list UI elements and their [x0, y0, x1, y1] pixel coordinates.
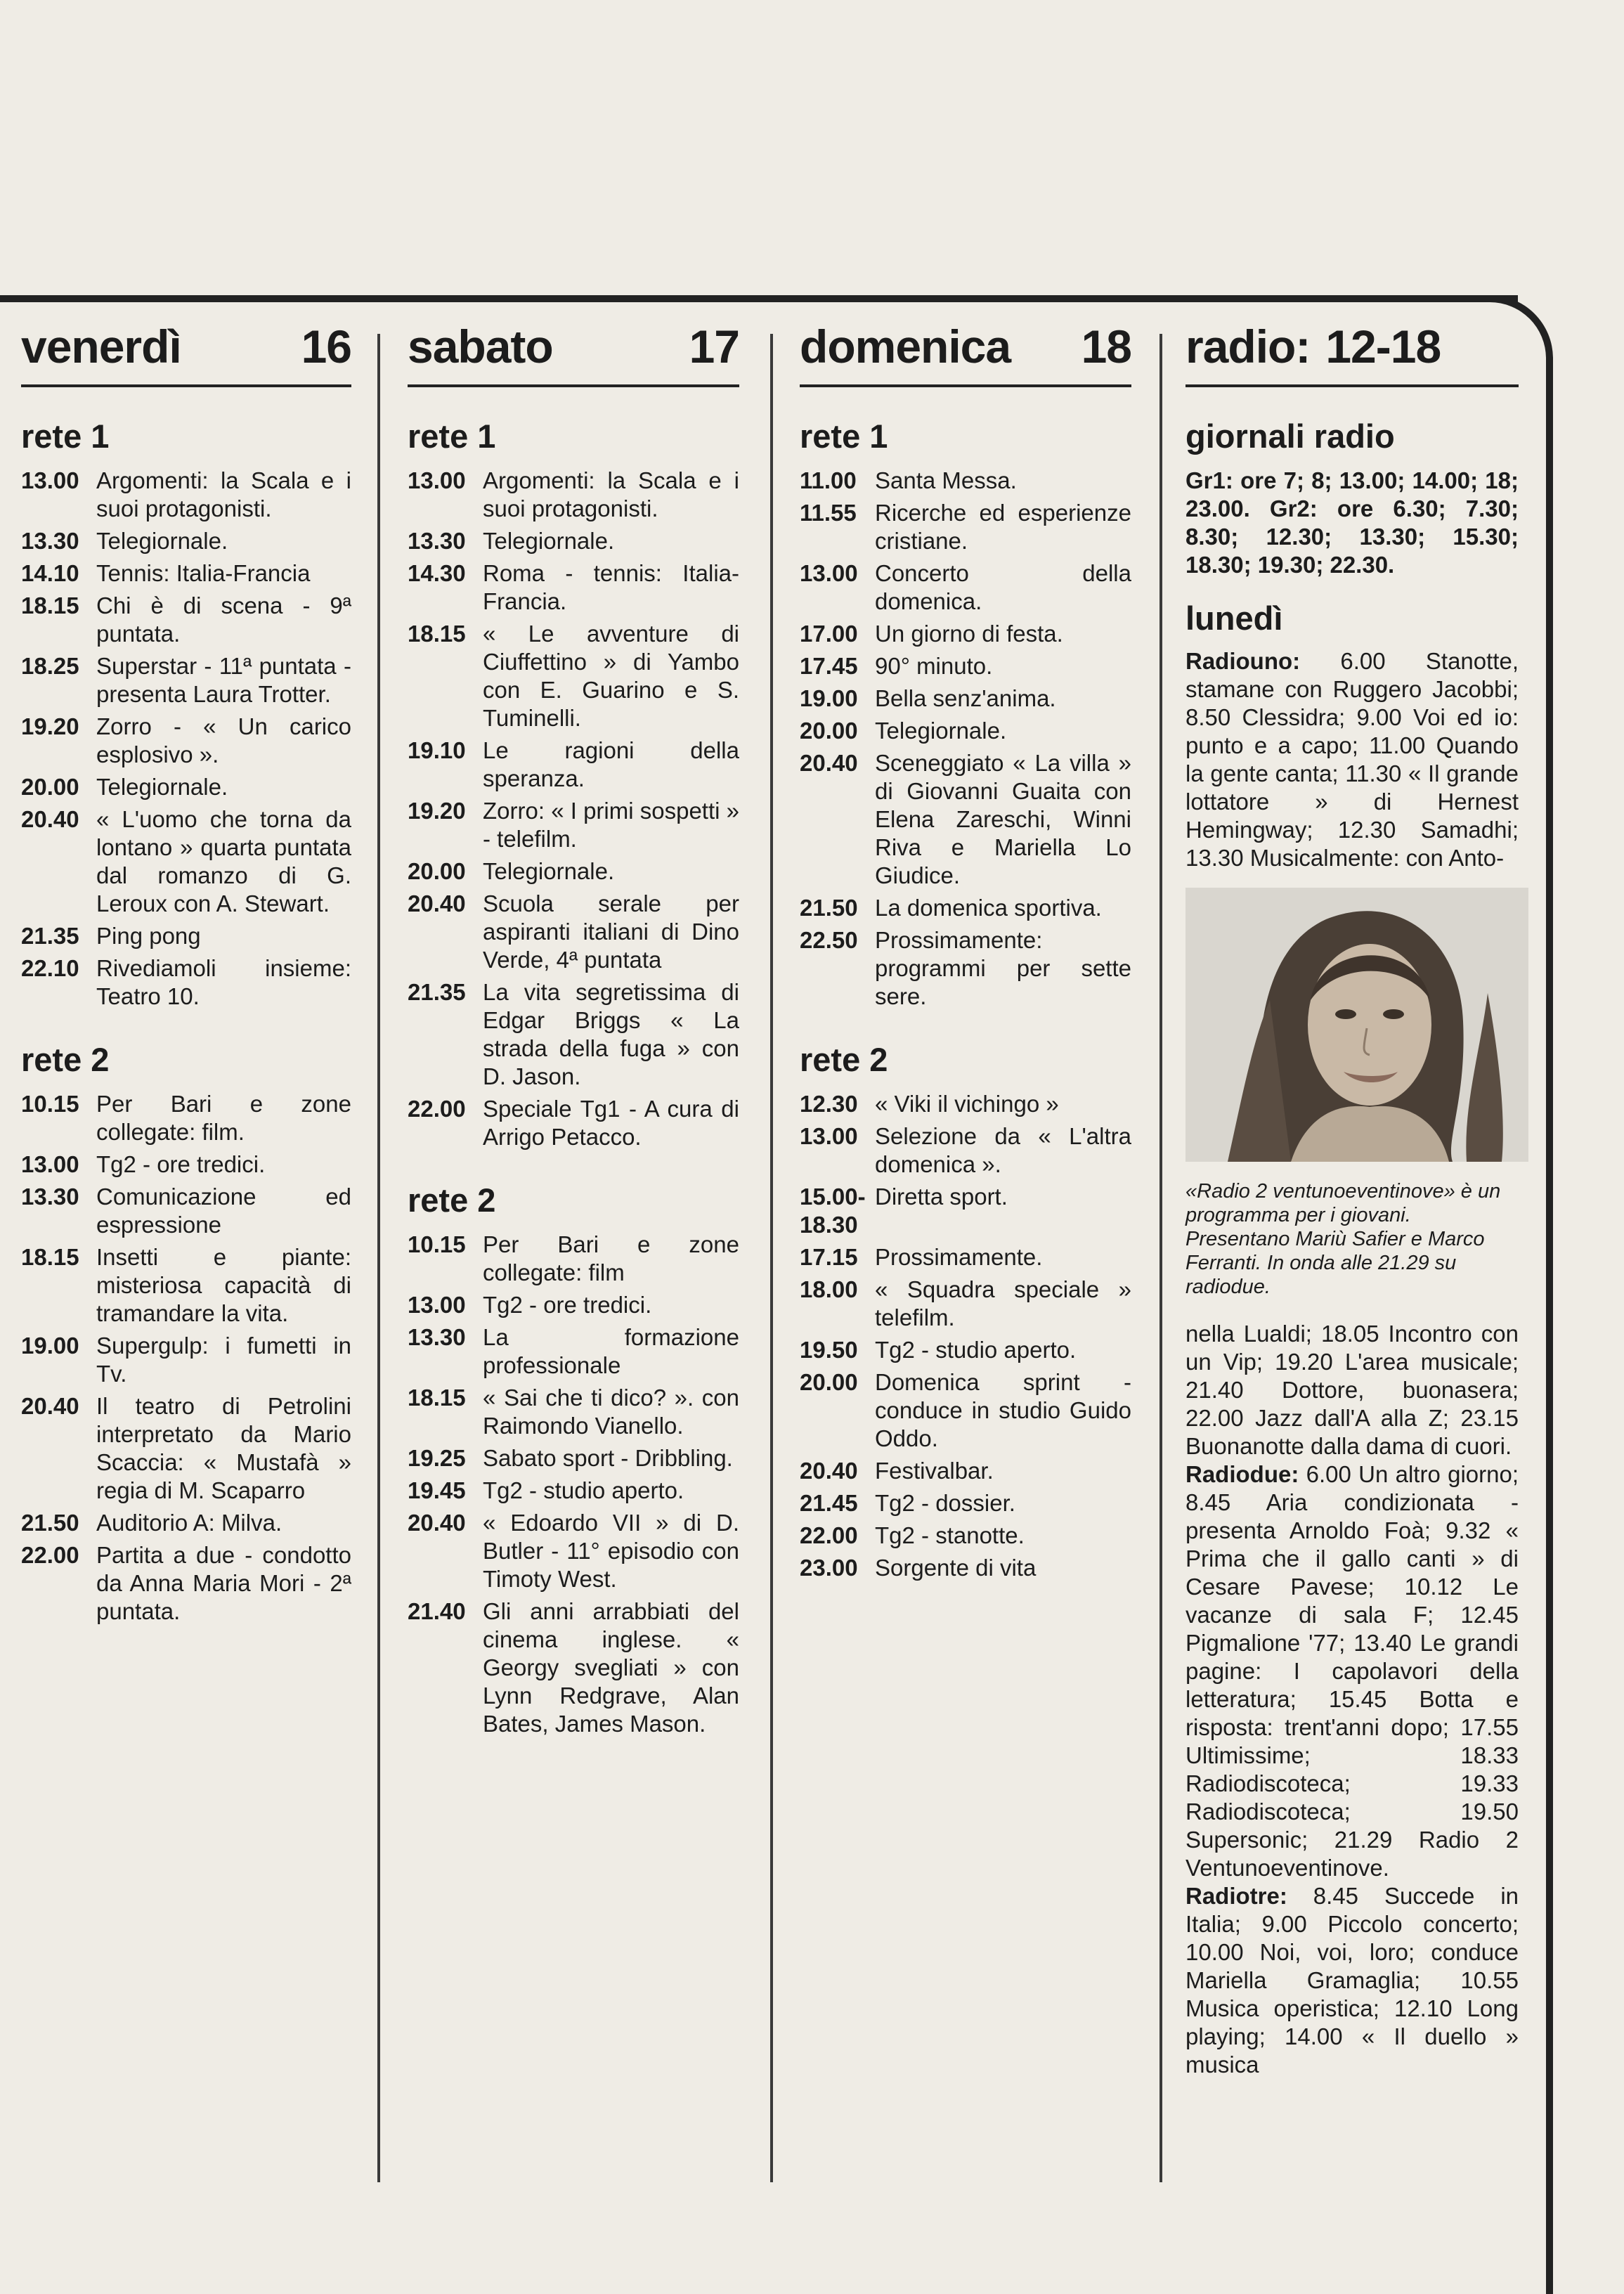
programme-time: 20.00 — [21, 774, 79, 800]
column-radio — [1185, 320, 1519, 2079]
gr2-label: Gr2: — [1269, 495, 1318, 521]
programme-entry — [800, 652, 1131, 680]
programme-entry — [21, 592, 351, 648]
programme-title: Sabato sport - Dribbling. — [483, 1445, 733, 1471]
programme-time: 20.40 — [21, 1393, 79, 1419]
programme-entry — [408, 857, 739, 886]
programme-entry — [800, 1183, 1131, 1239]
programme-title: Telegiornale. — [483, 858, 615, 884]
programme-time: 13.00 — [21, 467, 79, 493]
programme-entry — [800, 1489, 1131, 1517]
programme-time: 22.10 — [21, 955, 79, 981]
radiouno-label: Radiouno: — [1185, 648, 1301, 674]
programme-entry — [408, 890, 739, 974]
column-separator — [377, 334, 380, 2182]
programme-title: Selezione da « L'altra domenica ». — [875, 1123, 1131, 1177]
frame-top-rule — [0, 295, 1518, 302]
programme-title: « L'uomo che torna da lontano » quarta puntata dal romanzo di G. Leroux con A. Stewart. — [96, 806, 351, 916]
programme-title: Chi è di scena - 9ª puntata. — [96, 592, 351, 647]
radiodue-text: 6.00 Un altro giorno; 8.45 Aria condizionata - presenta Arnoldo Foà; 9.32 « Prima che il gallo canti » di Cesare Pavese; 10.12 Le vacanze di sala F; 12.45 Pigmalione '77; 13.40 Le grandi pagine: I capolavori della letteratura; 15.45 Botta e risposta: trent'anni dopo; 17.55 Ultimissime; 18.33 Radiodiscoteca; 19.33 Radiodiscoteca; 19.50 Supersonic; 21.29 Radio 2 Ventunoeventinove. — [1185, 1461, 1519, 1881]
programme-title: La vita segretissima di Edgar Briggs « La strada della fuga » con D. Jason. — [483, 979, 739, 1089]
programme-time: 13.30 — [21, 528, 79, 554]
programme-title: Gli anni arrabbiati del cinema inglese. « Georgy svegliati » con Lynn Redgrave, Alan Bates, James Mason. — [483, 1598, 739, 1737]
programme-title: Domenica sprint - conduce in studio Guido Oddo. — [875, 1369, 1131, 1451]
programme-time: 18.15 — [21, 1244, 79, 1270]
section-rete-1 — [800, 417, 1131, 1011]
programme-entry — [21, 559, 351, 588]
programme-entry — [21, 467, 351, 523]
programme-entry — [21, 954, 351, 1011]
programme-title: Tg2 - studio aperto. — [875, 1337, 1077, 1363]
radiouno-continued: nella Lualdi; 18.05 Incontro con un Vip; 19.20 L'area musicale; 21.40 Dottore, buonasera; 22.00 Jazz dall'A alla Z; 23.15 Buonanotte dalla dama di cuori. — [1185, 1321, 1519, 1459]
programme-entry — [408, 1444, 739, 1472]
programme-time: 19.20 — [408, 798, 466, 824]
programme-time: 21.35 — [21, 923, 79, 949]
programme-time: 20.40 — [408, 1510, 466, 1536]
column-sabato — [408, 320, 739, 1742]
programme-time: 15.00-18.30 — [800, 1184, 866, 1238]
frame-right-rule — [1546, 365, 1553, 2294]
programme-time: 19.00 — [800, 685, 858, 711]
programme-title: Speciale Tg1 - A cura di Arrigo Petacco. — [483, 1096, 739, 1150]
programme-time: 18.15 — [21, 592, 79, 618]
programme-time: 19.45 — [408, 1477, 466, 1503]
programme-entry — [800, 620, 1131, 648]
programme-entry — [21, 1541, 351, 1626]
programme-title: Tennis: Italia-Francia — [96, 560, 311, 586]
radiotre-text: 8.45 Succede in Italia; 9.00 Piccolo concerto; 10.00 Noi, voi, loro; conduce Mariella Gramaglia; 10.55 Musica operistica; 12.10 Long playing; 14.00 « Il duello » musica — [1185, 1883, 1519, 2078]
day-header — [21, 320, 351, 387]
programme-time: 20.00 — [800, 718, 858, 744]
programme-title: Ricerche ed esperienze cristiane. — [875, 500, 1131, 554]
programme-time: 12.30 — [800, 1091, 858, 1117]
section-title: rete 1 — [408, 417, 496, 455]
programme-title: Concerto della domenica. — [875, 560, 1131, 614]
day-header — [408, 320, 739, 387]
programme-time: 21.50 — [21, 1510, 79, 1536]
programme-entry — [408, 1477, 739, 1505]
programme-entry — [800, 1554, 1131, 1582]
programme-entry — [21, 1243, 351, 1328]
programme-time: 13.00 — [408, 1292, 466, 1318]
programme-time: 18.15 — [408, 621, 466, 647]
programme-time: 21.50 — [800, 895, 858, 921]
programme-entry — [21, 1392, 351, 1505]
programme-time: 20.00 — [408, 858, 466, 884]
programme-title: Ping pong — [96, 923, 201, 949]
column-separator — [770, 334, 773, 2182]
programme-title: Un giorno di festa. — [875, 621, 1063, 647]
programme-time: 14.10 — [21, 560, 79, 586]
programme-time: 22.50 — [800, 927, 858, 953]
programme-time: 14.30 — [408, 560, 466, 586]
programme-title: Tg2 - studio aperto. — [483, 1477, 684, 1503]
programme-title: Santa Messa. — [875, 467, 1017, 493]
programme-time: 19.25 — [408, 1445, 466, 1471]
programme-title: « Squadra speciale » telefilm. — [875, 1276, 1131, 1330]
programme-time: 21.40 — [408, 1598, 466, 1624]
programme-time: 17.00 — [800, 621, 858, 647]
programme-title: 90° minuto. — [875, 653, 993, 679]
programme-title: Telegiornale. — [96, 528, 228, 554]
programme-title: Per Bari e zone collegate: film. — [96, 1091, 351, 1145]
radiodue-label: Radiodue: — [1185, 1461, 1299, 1487]
programme-title: Il teatro di Petrolini interpretato da Mario Scaccia: « Mustafà » regia di M. Scaparro — [96, 1393, 351, 1503]
day-name: domenica — [800, 320, 1011, 372]
programme-entry — [21, 527, 351, 555]
programme-entry — [800, 685, 1131, 713]
programme-entry — [408, 1323, 739, 1380]
lunedi-title: lunedì — [1185, 600, 1283, 637]
programme-entry — [408, 737, 739, 793]
programme-entry — [800, 1122, 1131, 1179]
programme-time: 13.30 — [408, 1324, 466, 1350]
programme-time: 13.00 — [21, 1151, 79, 1177]
programme-entry — [408, 1509, 739, 1593]
programme-title: Argomenti: la Scala e i suoi protagonisti. — [96, 467, 351, 521]
section-title: rete 1 — [800, 417, 888, 455]
programme-title: Sorgente di vita — [875, 1555, 1037, 1581]
programme-title: Telegiornale. — [483, 528, 615, 554]
programme-time: 22.00 — [800, 1522, 858, 1548]
programme-title: « Viki il vichingo » — [875, 1091, 1059, 1117]
programme-title: Tg2 - ore tredici. — [96, 1151, 266, 1177]
day-date: 17 — [689, 320, 739, 372]
radio-header — [1185, 320, 1519, 387]
programme-title: « Edoardo VII » di D. Butler - 11° episodio con Timoty West. — [483, 1510, 739, 1592]
programme-title: Telegiornale. — [875, 718, 1007, 744]
programme-time: 23.00 — [800, 1555, 858, 1581]
programme-title: Diretta sport. — [875, 1184, 1008, 1210]
programme-title: La domenica sportiva. — [875, 895, 1102, 921]
programme-entry — [800, 1457, 1131, 1485]
section-rete-1 — [408, 417, 739, 1151]
programme-time: 18.00 — [800, 1276, 858, 1302]
programme-time: 20.40 — [408, 890, 466, 916]
programme-time: 13.30 — [21, 1184, 79, 1210]
programme-title: « Sai che ti dico? ». con Raimondo Vianello. — [483, 1385, 739, 1439]
programme-time: 22.00 — [408, 1096, 466, 1122]
programme-title: Per Bari e zone collegate: film — [483, 1231, 739, 1285]
programme-time: 18.15 — [408, 1385, 466, 1411]
programme-title: Superstar - 11ª puntata - presenta Laura Trotter. — [96, 653, 351, 707]
programme-time: 11.00 — [800, 467, 857, 493]
programme-title: Rivediamoli insieme: Teatro 10. — [96, 955, 351, 1009]
programme-title: Partita a due - condotto da Anna Maria Mori - 2ª puntata. — [96, 1542, 351, 1624]
programme-entry — [800, 894, 1131, 922]
programme-title: Zorro: « I primi sospetti » - telefilm. — [483, 798, 739, 852]
programme-time: 20.40 — [800, 750, 858, 776]
programme-time: 13.00 — [800, 1123, 858, 1149]
programme-time: 11.55 — [800, 500, 857, 526]
programme-title: Supergulp: i fumetti in Tv. — [96, 1333, 351, 1387]
programme-time: 21.45 — [800, 1490, 858, 1516]
programme-title: Prossimamente: programmi per sette sere. — [875, 927, 1131, 1009]
programme-title: « Le avventure di Ciuffettino » di Yambo con E. Guarino e S. Tuminelli. — [483, 621, 739, 731]
programme-entry — [408, 527, 739, 555]
programme-entry — [21, 1332, 351, 1388]
programme-entry — [21, 1509, 351, 1537]
programme-title: Tg2 - stanotte. — [875, 1522, 1025, 1548]
programme-time: 13.00 — [408, 467, 466, 493]
programme-title: Le ragioni della speranza. — [483, 737, 739, 791]
programme-entry — [800, 749, 1131, 890]
section-title: rete 2 — [21, 1041, 110, 1078]
day-name: sabato — [408, 320, 553, 372]
programme-time: 17.15 — [800, 1244, 858, 1270]
programme-time: 22.00 — [21, 1542, 79, 1568]
section-rete-1 — [21, 417, 351, 1011]
programme-time: 19.00 — [21, 1333, 79, 1359]
programme-entry — [800, 559, 1131, 616]
programme-entry — [800, 1243, 1131, 1271]
programme-title: Roma - tennis: Italia-Francia. — [483, 560, 739, 614]
column-venerdi — [21, 320, 351, 1630]
programme-entry — [408, 1384, 739, 1440]
section-rete-2 — [408, 1181, 739, 1738]
programme-entry — [800, 1090, 1131, 1118]
programme-entry — [800, 1336, 1131, 1364]
programme-entry — [408, 1095, 739, 1151]
section-title: rete 2 — [408, 1181, 496, 1219]
day-name: venerdì — [21, 320, 181, 372]
section-title: rete 2 — [800, 1041, 888, 1078]
programme-entry — [408, 1291, 739, 1319]
programme-title: Sceneggiato « La villa » di Giovanni Guaita con Elena Zareschi, Winni Riva e Mariella Lo Giudice. — [875, 750, 1131, 888]
programme-time: 18.25 — [21, 653, 79, 679]
programme-entry — [408, 559, 739, 616]
programme-title: Comunicazione ed espressione — [96, 1184, 351, 1238]
section-title: rete 1 — [21, 417, 110, 455]
programme-entry — [800, 1522, 1131, 1550]
programme-title: Scuola serale per aspiranti italiani di Dino Verde, 4ª puntata — [483, 890, 739, 973]
day-date: 16 — [301, 320, 351, 372]
photo-caption: «Radio 2 ventunoeventinove» è un programma per i giovani. Presentano Mariù Safier e Marco Ferranti. In onda alle 21.29 su radiodue. — [1185, 1180, 1501, 1298]
programme-title: Tg2 - dossier. — [875, 1490, 1015, 1516]
programme-title: Auditorio A: Milva. — [96, 1510, 282, 1536]
programme-time: 13.30 — [408, 528, 466, 554]
radiotre-block — [1185, 1882, 1519, 2079]
programme-time: 20.40 — [800, 1458, 858, 1484]
programme-time: 21.35 — [408, 979, 466, 1005]
programme-time: 17.45 — [800, 653, 858, 679]
programme-title: Zorro - « Un carico esplosivo ». — [96, 713, 351, 767]
programme-time: 20.00 — [800, 1369, 858, 1395]
programme-title: Bella senz'anima. — [875, 685, 1056, 711]
programme-entry — [21, 1183, 351, 1239]
radiouno-text: 6.00 Stanotte, stamane con Ruggero Jacobbi; 8.50 Clessidra; 9.00 Voi ed io: punto e a capo; 11.00 Quando la gente canta; 11.30 « Il grande lottatore » di Hernest Hemingway; 12.30 Samadhi; 13.30 Musicalmente: con Anto- — [1185, 648, 1519, 871]
programme-entry — [800, 499, 1131, 555]
day-date: 18 — [1081, 320, 1131, 372]
radio-dates: 12-18 — [1325, 320, 1441, 372]
section-rete-2 — [21, 1040, 351, 1626]
programme-entry — [408, 467, 739, 523]
radiodue-block — [1185, 1460, 1519, 1882]
radio-label: radio: — [1185, 320, 1311, 372]
programme-entry — [408, 1598, 739, 1738]
programme-entry — [800, 467, 1131, 495]
gr-schedule — [1185, 467, 1519, 579]
programme-time: 10.15 — [21, 1091, 79, 1117]
programme-title: Prossimamente. — [875, 1244, 1043, 1270]
programme-entry — [21, 773, 351, 801]
programme-time: 19.50 — [800, 1337, 858, 1363]
programme-entry — [21, 652, 351, 708]
radiouno-block — [1185, 647, 1519, 872]
programme-entry — [800, 1368, 1131, 1453]
programme-entry — [408, 1231, 739, 1287]
programme-entry — [800, 717, 1131, 745]
programme-title: Festivalbar. — [875, 1458, 994, 1484]
column-domenica — [800, 320, 1131, 1586]
programme-entry — [21, 713, 351, 769]
programme-title: Tg2 - ore tredici. — [483, 1292, 652, 1318]
programme-time: 10.15 — [408, 1231, 466, 1257]
gr2-times: ore 6.30; 7.30; 8.30; 12.30; 13.30; 15.30; 18.30; 19.30; 22.30. — [1185, 495, 1519, 578]
programme-entry — [408, 797, 739, 853]
day-header — [800, 320, 1131, 387]
column-separator — [1159, 334, 1162, 2182]
gr1-times: ore 7; 8; 13.00; 14.00; 18; 23.00. — [1185, 467, 1519, 521]
programme-title: Insetti e piante: misteriosa capacità di tramandare la vita. — [96, 1244, 351, 1326]
programme-time: 19.20 — [21, 713, 79, 739]
programme-entry — [408, 620, 739, 732]
programme-title: La formazione professionale — [483, 1324, 739, 1378]
programme-entry — [21, 1090, 351, 1146]
programme-entry — [21, 922, 351, 950]
programme-entry — [408, 978, 739, 1091]
programme-time: 20.40 — [21, 806, 79, 832]
portrait-photo — [1185, 888, 1528, 1162]
programme-entry — [21, 1151, 351, 1179]
gr1-label: Gr1: — [1185, 467, 1233, 493]
programme-entry — [21, 805, 351, 918]
programme-title: Argomenti: la Scala e i suoi protagonisti. — [483, 467, 739, 521]
giornali-radio-title: giornali radio — [1185, 417, 1395, 455]
programme-title: Telegiornale. — [96, 774, 228, 800]
programme-time: 19.10 — [408, 737, 466, 763]
programme-entry — [800, 1276, 1131, 1332]
radiotre-label: Radiotre: — [1185, 1883, 1287, 1909]
programme-time: 13.00 — [800, 560, 858, 586]
programme-entry — [800, 926, 1131, 1011]
section-rete-2 — [800, 1040, 1131, 1582]
